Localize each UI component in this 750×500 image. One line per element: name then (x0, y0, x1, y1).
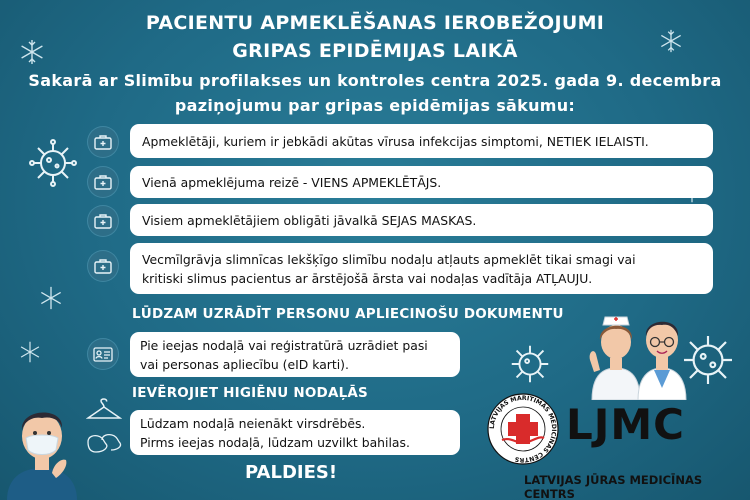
hygiene-info-text: Lūdzam nodaļā neienākt virsdrēbēs. (140, 416, 366, 431)
medical-kit-icon (87, 250, 119, 282)
rule-box (130, 124, 713, 158)
ljmc-seal-logo (486, 392, 560, 466)
hygiene-info-text: Pirms ieejas nodaļā, lūdzam uzvilkt bahilas. (140, 435, 410, 450)
logo-abbreviation: LJMC (566, 400, 686, 449)
thanks-text: PALDIES! (245, 462, 338, 483)
page-subtitle: GRIPAS EPIDĒMIJAS LAIKĀ (232, 40, 518, 62)
id-info-box (130, 332, 460, 377)
virus-icon (28, 138, 78, 188)
id-card-icon (87, 338, 119, 370)
hygiene-section-heading: IEVĒROJIET HIGIĒNU NODAĻĀS (132, 385, 368, 401)
nurse-doctor-illustration (588, 298, 688, 400)
coat-hanger-icon (86, 398, 122, 422)
shoe-covers-icon (84, 430, 124, 458)
intro-text-line1: Sakarā ar Slimību profilakses un kontroles centra 2025. gada 9. decembra (28, 71, 722, 90)
medical-kit-icon (87, 166, 119, 198)
masked-person-illustration (2, 388, 82, 500)
rule-box (130, 166, 713, 198)
id-info-text: Pie ieejas nodaļā vai reģistratūrā uzrādiet pasi (140, 338, 428, 353)
id-section-heading: LŪDZAM UZRĀDĪT PERSONU APLIECINOŠU DOKUMENTU (132, 306, 564, 322)
id-info-text: vai personas apliecību (eID karti). (140, 357, 349, 372)
rule-box (130, 243, 713, 294)
medical-kit-icon (87, 126, 119, 158)
seal-text: LATVIJAS MARITIMĀS MEDICĪNAS CENTRS (488, 394, 558, 464)
rule-text: Vienā apmeklējuma reizē - VIENS APMEKLĒTĀJS. (142, 174, 442, 190)
virus-icon (506, 340, 554, 388)
hygiene-info-box (130, 410, 460, 455)
page-title: PACIENTU APMEKLĒŠANAS IEROBEŽOJUMI (145, 12, 605, 34)
snowflake-icon (18, 340, 42, 364)
snowflake-icon (38, 285, 64, 311)
rule-box (130, 204, 713, 236)
intro-text-line2: paziņojumu par gripas epidēmijas sākumu: (174, 96, 576, 115)
medical-kit-icon (87, 205, 119, 237)
rule-text: Vecmīlgrāvja slimnīcas Iekšķīgo slimību nodaļu atļauts apmeklēt tikai smagi vai (142, 251, 636, 267)
rule-text: kritiski slimus pacientus ar ārstējošā ārsta vai nodaļas vadītāja ATĻAUJU. (142, 270, 593, 286)
rule-text: Apmeklētāji, kuriem ir jebkādi akūtas vīrusa infekcijas simptomi, NETIEK IELAISTI. (142, 133, 649, 149)
logo-full-name: LATVIJAS JŪRAS MEDICĪNAS CENTRS (524, 473, 703, 500)
rule-text: Visiem apmeklētājiem obligāti jāvalkā SEJAS MASKAS. (142, 212, 477, 228)
